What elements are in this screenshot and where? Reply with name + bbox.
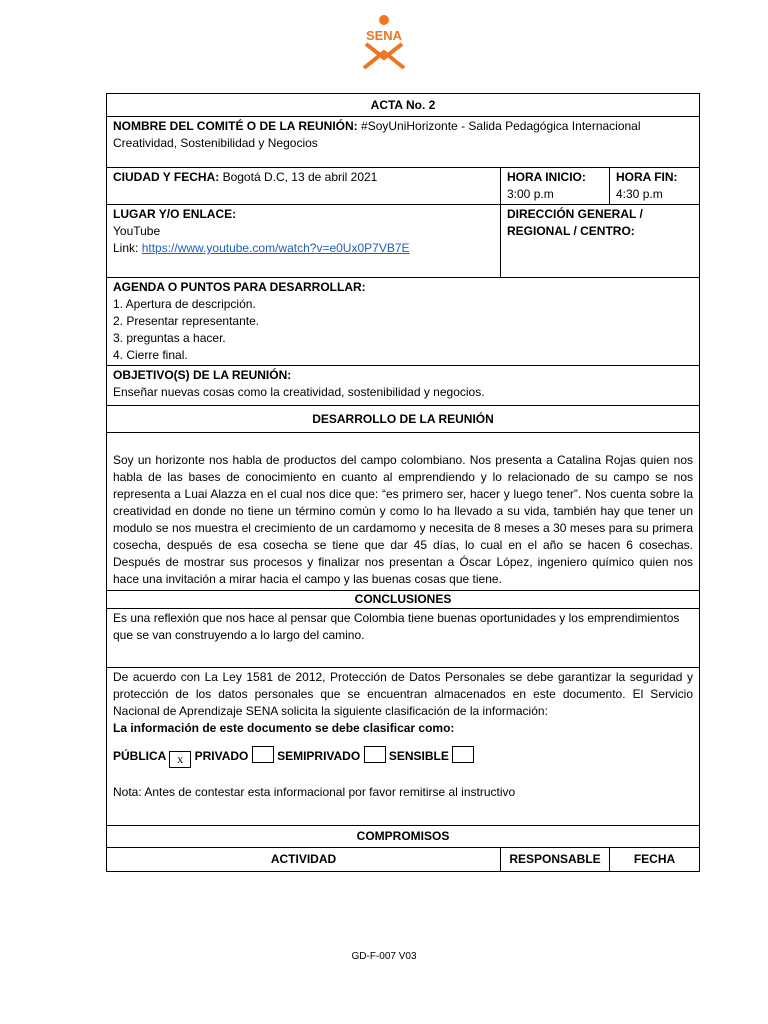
objective-value: Enseñar nuevas cosas como la creatividad, sostenibilidad y negocios.: [113, 385, 485, 399]
city-date-label: CIUDAD Y FECHA:: [113, 170, 220, 184]
acta-table: [106, 93, 700, 872]
agenda-item: 1. Apertura de descripción.: [113, 297, 256, 311]
committee-value: #SoyUniHorizonte - Salida Pedagógica Internacional Creatividad, Sostenibilidad y Negocios: [113, 119, 641, 150]
direction-label: DIRECCIÓN GENERAL / REGIONAL / CENTRO:: [501, 205, 700, 278]
development-header: DESARROLLO DE LA REUNIÓN: [107, 406, 700, 433]
column-responsable: RESPONSABLE: [501, 848, 610, 872]
agenda-item: 3. preguntas a hacer.: [113, 331, 226, 345]
location-cell: [107, 205, 501, 278]
privacy-question: La información de este documento se debe clasificar como:: [113, 721, 455, 735]
conclusions-header: CONCLUSIONES: [107, 591, 700, 609]
committee-cell: [107, 117, 700, 168]
option-label-semiprivado: SEMIPRIVADO: [277, 749, 361, 763]
end-time-value: 4:30 p.m: [616, 187, 663, 201]
agenda-item: 2. Presentar representante.: [113, 314, 260, 328]
privacy-note: Nota: Antes de contestar esta informacional por favor remitirse al instructivo: [113, 785, 516, 799]
checkbox-privado[interactable]: [252, 746, 274, 763]
privacy-text: De acuerdo con La Ley 1581 de 2012, Protección de Datos Personales se debe garantizar la seguridad y protección de los datos personales que se encuentran almacenados en este documento. El Servicio Nacional de Aprendizaje SENA solicita la siguiente clasificación de la información:: [113, 670, 693, 718]
youtube-link[interactable]: https://www.youtube.com/watch?v=e0Ux0P7VB7E: [141, 241, 410, 255]
acta-title: ACTA No. 2: [107, 94, 700, 117]
sena-logo-text: SENA: [365, 28, 403, 43]
sena-logo: [356, 14, 412, 70]
checkbox-publica[interactable]: x: [169, 751, 191, 768]
agenda-label: AGENDA O PUNTOS PARA DESARROLLAR:: [113, 280, 366, 294]
location-link-label: Link:: [113, 241, 139, 255]
agenda-item: 4. Cierre final.: [113, 348, 188, 362]
option-label-publica: PÚBLICA: [113, 749, 166, 763]
location-value: YouTube: [113, 224, 161, 238]
start-time-cell: [501, 168, 610, 205]
location-label: LUGAR Y/O ENLACE:: [113, 207, 237, 221]
option-label-privado: PRIVADO: [194, 749, 249, 763]
start-time-label: HORA INICIO:: [507, 170, 586, 184]
committee-label: NOMBRE DEL COMITÉ O DE LA REUNIÓN:: [113, 119, 358, 133]
objective-label: OBJETIVO(S) DE LA REUNIÓN:: [113, 368, 292, 382]
column-fecha: FECHA: [610, 848, 700, 872]
privacy-cell: [107, 668, 700, 826]
checkbox-semiprivado[interactable]: [364, 746, 386, 763]
footer-code: GD-F-007 V03: [351, 951, 417, 962]
agenda-cell: [107, 278, 700, 366]
commitments-header: COMPROMISOS: [107, 826, 700, 848]
classification-row: [113, 746, 693, 768]
development-text: Soy un horizonte nos habla de productos del campo colombiano. Nos presenta a Catalina Rojas quien nos habla de las bases de conocimiento en cuanto al emprendiendo y lo relacionado de su campo se nos representa a Luai Alazza en el cual nos dice que: “es primero ser, hacer y luego tener”. Nos cuenta sobre la creatividad en donde no tiene un término común y como lo ha llevado a su vida, también hay que tener un modulo se nos muestra el crecimiento de un cardamomo y necesita de 8 meses a 30 meses para su primera cosecha, después de esa cosecha se tiene que dar 45 días, lo cual en el año se hacen 6 cosechas. Después de mostrar sus procesos y finalizar nos presentan a Óscar López, ingeniero químico quien nos hace una invitación a mirar hacia el campo y las buenas cosas que tiene.: [107, 433, 700, 591]
start-time-value: 3:00 p.m: [507, 187, 554, 201]
option-label-sensible: SENSIBLE: [388, 749, 449, 763]
checkbox-sensible[interactable]: [452, 746, 474, 763]
end-time-label: HORA FIN:: [616, 170, 678, 184]
column-actividad: ACTIVIDAD: [107, 848, 501, 872]
objective-cell: [107, 366, 700, 406]
city-date-cell: [107, 168, 501, 205]
end-time-cell: [610, 168, 700, 205]
conclusions-text: Es una reflexión que nos hace al pensar que Colombia tiene buenas oportunidades y los emprendimientos que se van construyendo a lo largo del camino.: [107, 609, 700, 668]
city-date-value: Bogotá D.C, 13 de abril 2021: [222, 170, 378, 184]
